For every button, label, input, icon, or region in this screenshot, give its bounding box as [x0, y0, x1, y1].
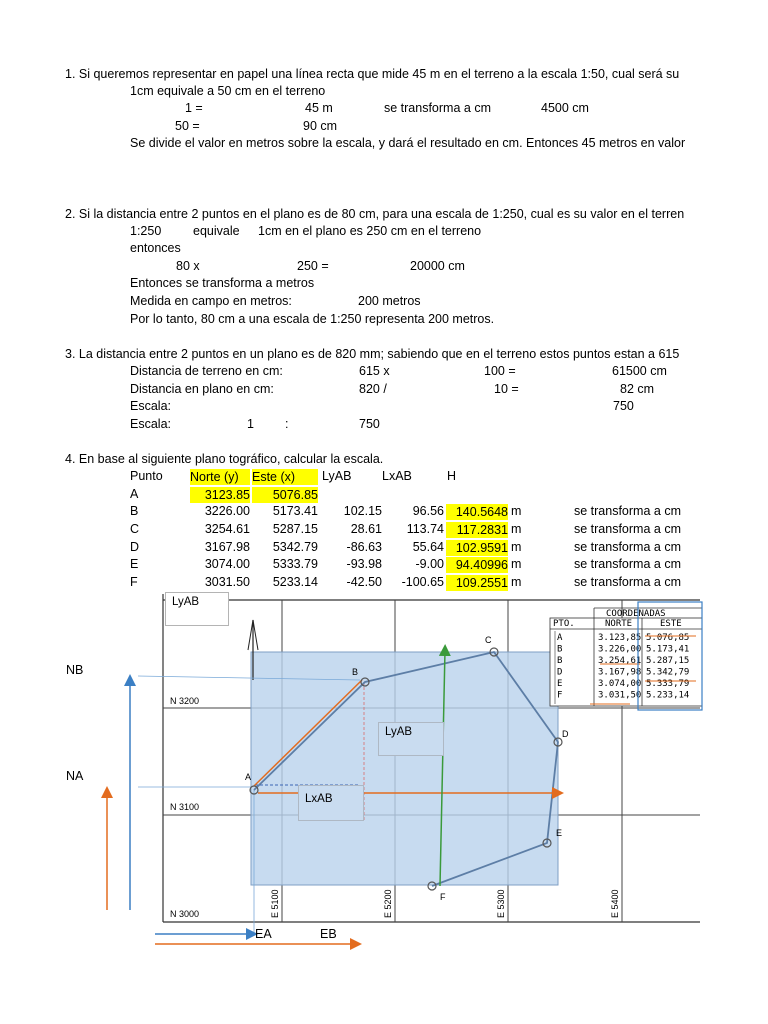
q2-medida-label: Medida en campo en metros: — [130, 294, 292, 308]
q4-cell-lxab: -9.00 — [415, 557, 444, 571]
q3-row-b: 10 = — [494, 382, 519, 396]
q1-row2-a: 50 = — [175, 119, 200, 133]
shaded-area — [251, 652, 558, 885]
q1-conclusion: Se divide el valor en metros sobre la escala, y dará el resultado en cm. Entonces 45 metros en valor — [130, 136, 686, 150]
coord-row-norte: 3.254,61 — [598, 656, 642, 666]
q4-cell-norte: 3167.98 — [204, 540, 250, 554]
coord-row-pto: B — [557, 656, 563, 666]
q4-cell-lxab: 113.74 — [406, 522, 444, 536]
q4-cell-unit: m — [511, 504, 522, 518]
q1-line2: 1cm equivale a 50 cm en el terreno — [130, 84, 326, 98]
q4-cell-punto: F — [130, 575, 138, 589]
q4-cell-este: 5287.15 — [272, 522, 318, 536]
q4-cell-unit: m — [511, 540, 522, 554]
q1-row1-d: 4500 cm — [541, 101, 589, 115]
q4-cell-este: 5333.79 — [272, 557, 318, 571]
point-f-label: F — [440, 892, 446, 902]
q4-cell-lyab: -93.98 — [346, 557, 382, 571]
q4-header-lxab: LxAB — [382, 469, 412, 483]
q4-header-punto: Punto — [130, 469, 163, 483]
q4-cell-transform: se transforma a cm — [574, 504, 681, 518]
q2-scale: 1:250 — [130, 224, 162, 238]
coord-header-pto: PTO. — [553, 619, 575, 629]
q4-cell-norte: 3074.00 — [204, 557, 250, 571]
q4-cell-h: 102.9591 — [446, 540, 508, 556]
q1-row2-b: 90 cm — [303, 119, 338, 133]
coord-row-norte: 3.167,98 — [598, 667, 642, 678]
q4-cell-punto: C — [130, 522, 140, 536]
q4-header-lyab: LyAB — [322, 469, 352, 483]
q4-cell-h: 94.40996 — [446, 557, 508, 573]
q4-cell-lyab: -42.50 — [346, 575, 382, 589]
point-e-label: E — [556, 828, 563, 838]
q4-header-h: H — [447, 469, 457, 483]
point-d-label: D — [562, 729, 569, 739]
q4-cell-este: 5233.14 — [272, 575, 318, 589]
q4-cell-h: 140.5648 — [446, 504, 508, 520]
q4-cell-punto: D — [130, 540, 140, 554]
q1-title: 1. Si queremos representar en papel una línea recta que mide 45 m en el terreno a la escala 1:50, cual será su — [65, 67, 680, 81]
q4-cell-lxab: 96.56 — [412, 504, 444, 518]
q3-row-c: 82 cm — [620, 382, 655, 396]
na-label: NA — [66, 769, 84, 783]
label-n3200: N 3200 — [170, 696, 200, 706]
q4-cell-punto: E — [130, 557, 139, 571]
q4-cell-h: 109.2551 — [446, 575, 508, 591]
q4-cell-punto: B — [130, 504, 139, 518]
q3-title: 3. La distancia entre 2 puntos en un plano es de 820 mm; sabiendo que en el terreno estos puntos estan a 615 — [65, 347, 680, 361]
label-e5100: E 5100 — [270, 889, 280, 918]
q2-entonces: entonces — [130, 241, 181, 255]
label-n3000: N 3000 — [170, 909, 200, 919]
coord-row-norte: 3.226,00 — [598, 644, 642, 655]
q3-row-one: 1 — [247, 417, 254, 431]
q3-row-label: Distancia en plano en cm: — [130, 382, 274, 396]
q2-transform: Entonces se transforma a metros — [130, 276, 315, 290]
q4-cell-h: 117.2831 — [446, 522, 508, 538]
coord-row-este: 5.342,79 — [646, 667, 690, 678]
lyab-mid-box-text: LyAB — [385, 726, 413, 738]
coord-row-este: 5.173,41 — [646, 644, 690, 655]
q4-cell-lxab: -100.65 — [401, 575, 444, 589]
q4-cell-transform: se transforma a cm — [574, 540, 681, 554]
q3-row-colon: : — [285, 417, 289, 431]
q2-calc-b: 250 = — [297, 259, 329, 273]
q4-cell-transform: se transforma a cm — [574, 557, 681, 571]
q3-row-a: 750 — [359, 417, 380, 431]
coord-row-norte: 3.074,00 — [598, 679, 642, 689]
q4-cell-lyab: 102.15 — [343, 504, 382, 518]
q4-cell-unit: m — [511, 522, 522, 536]
q3-row-a: 615 x — [359, 364, 390, 378]
coord-row-este: 5.287,15 — [646, 656, 690, 666]
q4-cell-norte: 3031.50 — [204, 575, 250, 589]
q4-cell-unit: m — [511, 575, 522, 589]
q3-row-c: 750 — [613, 399, 634, 413]
q4-cell-norte: 3254.61 — [204, 522, 250, 536]
coord-row-pto: E — [557, 679, 563, 689]
coord-title: COORDENADAS — [606, 609, 666, 619]
lyab-top-box — [165, 592, 229, 626]
point-c-label: C — [485, 635, 492, 645]
q2-conclusion: Por lo tanto, 80 cm a una escala de 1:250 representa 200 metros. — [130, 312, 495, 326]
q2-medida-value: 200 metros — [358, 294, 421, 308]
q3-row-c: 61500 cm — [612, 364, 667, 378]
point-b-label: B — [352, 667, 359, 677]
lxab-box-text: LxAB — [305, 793, 333, 805]
q3-row-a: 820 / — [359, 382, 387, 396]
q1-row1-c: se transforma a cm — [384, 101, 491, 115]
q2-title: 2. Si la distancia entre 2 puntos en el plano es de 80 cm, para una escala de 1:250, cual es su valor en el terren — [65, 207, 685, 221]
coord-header-norte: NORTE — [605, 619, 633, 629]
q4-cell-transform: se transforma a cm — [574, 522, 681, 536]
q4-cell-lyab: -86.63 — [346, 540, 382, 554]
label-e5300: E 5300 — [496, 889, 506, 918]
lyab-top-box-text: LyAB — [172, 596, 200, 608]
coord-row-pto: F — [557, 690, 563, 701]
ea-label: EA — [255, 927, 272, 941]
lxab-box — [298, 785, 364, 821]
q2-calc-c: 20000 cm — [410, 259, 465, 273]
q1-row1-a: 1 = — [185, 101, 203, 115]
q4-header-este-text: Este (x) — [252, 470, 296, 484]
coord-row-pto: A — [557, 633, 563, 643]
eb-label: EB — [320, 927, 337, 941]
q4-title: 4. En base al siguiente plano tográfico, calcular la escala. — [65, 452, 384, 466]
q2-equivalence: 1cm en el plano es 250 cm en el terreno — [258, 224, 482, 238]
q4-cell-punto: A — [130, 487, 139, 501]
q1-row1-b: 45 m — [305, 101, 333, 115]
coord-row-pto: B — [557, 644, 563, 655]
q4-cell-este: 5076.85 — [252, 487, 318, 503]
label-e5400: E 5400 — [610, 889, 620, 918]
q4-cell-lyab: 28.61 — [350, 522, 382, 536]
coord-row-norte: 3.123,85 — [598, 633, 642, 643]
q4-cell-este: 5342.79 — [272, 540, 318, 554]
q4-cell-unit: m — [511, 557, 522, 571]
q4-cell-transform: se transforma a cm — [574, 575, 681, 589]
label-n3100: N 3100 — [170, 802, 200, 812]
nb-label: NB — [66, 663, 84, 677]
coord-row-este: 5.233,14 — [646, 690, 690, 701]
coord-row-este: 5.333,79 — [646, 679, 690, 689]
q3-row-b: 100 = — [484, 364, 516, 378]
label-e5200: E 5200 — [383, 889, 393, 918]
q3-row-label: Distancia de terreno en cm: — [130, 364, 283, 378]
lyab-mid-box — [378, 722, 444, 756]
q4-cell-norte: 3226.00 — [204, 504, 250, 518]
q4-cell-norte: 3123.85 — [190, 487, 250, 503]
coord-row-este: 5.076,85 — [646, 633, 690, 643]
coord-header-este: ESTE — [660, 619, 682, 629]
q2-calc-a: 80 x — [176, 259, 200, 273]
q3-row-label: Escala: — [130, 399, 171, 413]
coord-row-norte: 3.031,50 — [598, 690, 642, 701]
q4-cell-este: 5173.41 — [272, 504, 318, 518]
q3-row-label: Escala: — [130, 417, 171, 431]
coord-row-pto: D — [557, 667, 563, 678]
coordinates-table — [550, 602, 702, 710]
q2-equivale: equivale — [193, 224, 240, 238]
point-a-label: A — [245, 772, 252, 782]
q4-cell-lxab: 55.64 — [412, 540, 444, 554]
q4-header-norte-text: Norte (y) — [190, 470, 239, 484]
